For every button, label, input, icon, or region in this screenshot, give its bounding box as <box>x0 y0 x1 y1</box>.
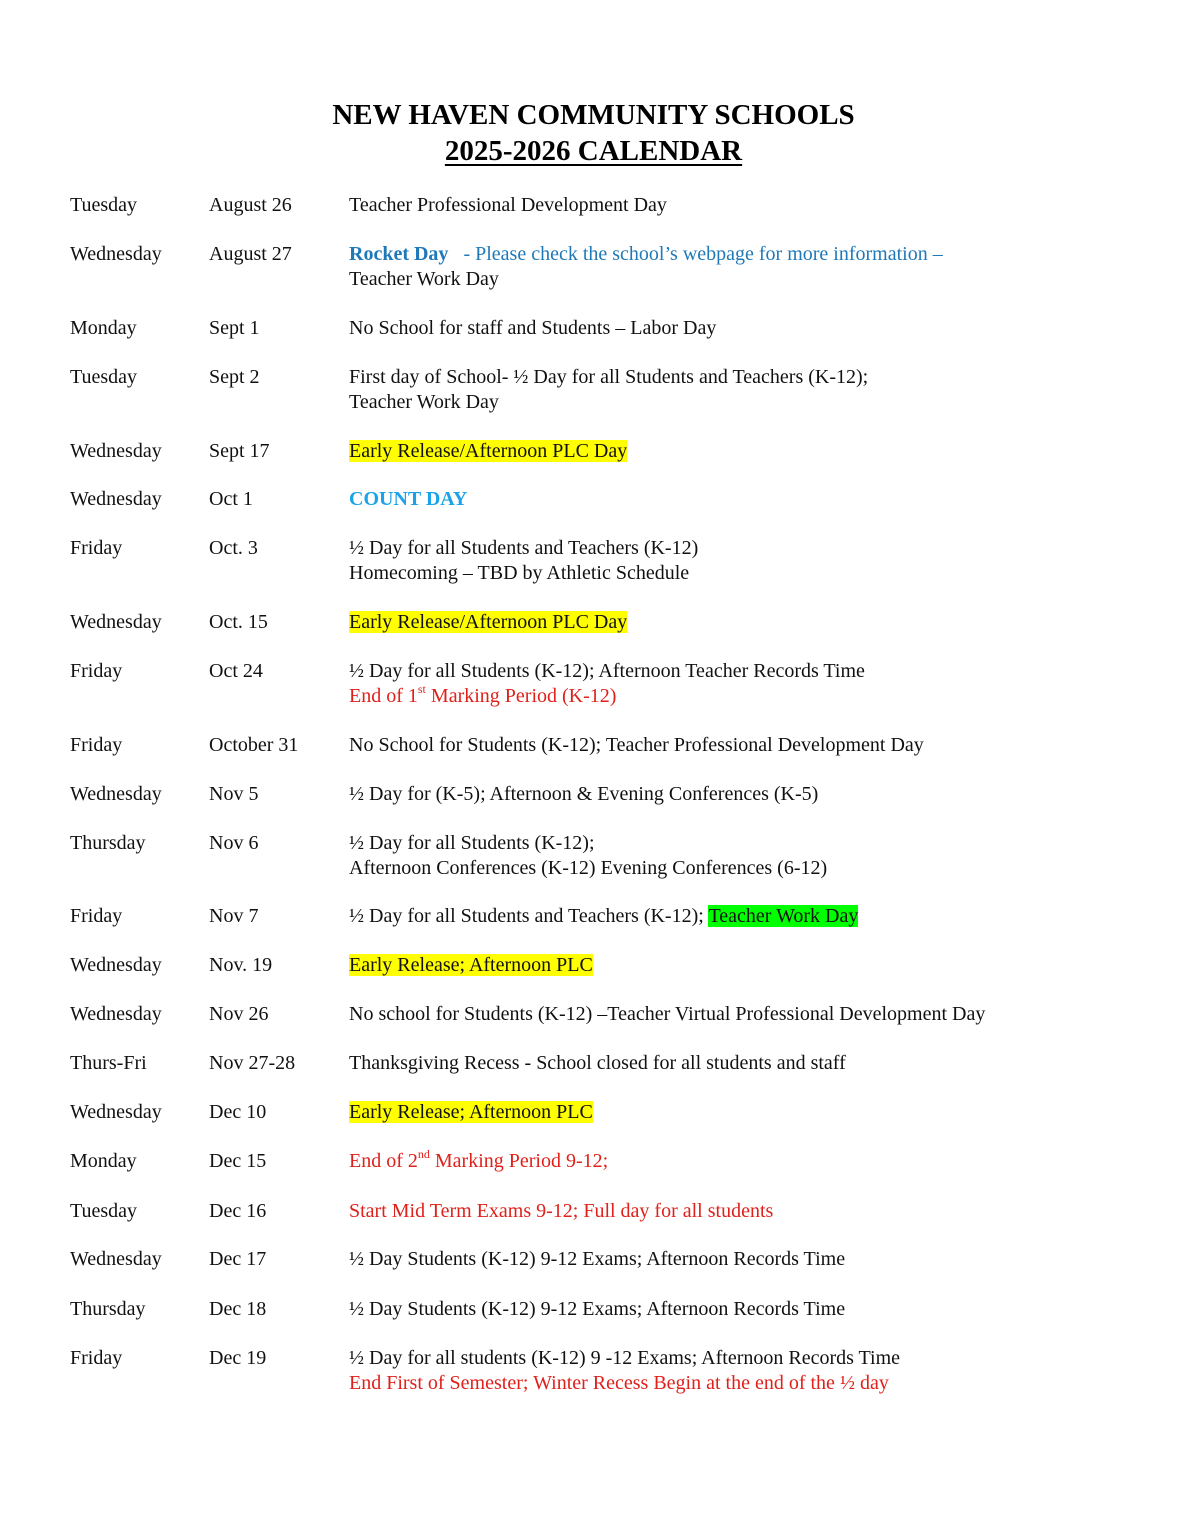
event-date: Sept 2 <box>209 366 260 388</box>
event-day: Friday <box>70 1347 123 1369</box>
marking-period-note <box>349 1149 608 1174</box>
highlighted-event: Early Release; Afternoon PLC <box>349 1101 593 1123</box>
event-description <box>349 953 593 978</box>
event-description <box>349 659 865 708</box>
event-day: Friday <box>70 905 123 927</box>
ordinal-suffix: st <box>417 681 426 696</box>
page-title: NEW HAVEN COMMUNITY SCHOOLS <box>332 99 855 131</box>
event-description-line2: Teacher Work Day <box>349 267 499 290</box>
highlighted-event: Early Release/Afternoon PLC Day <box>349 440 628 462</box>
event-description <box>349 610 627 635</box>
event-description <box>349 831 827 880</box>
event-description-line1: ½ Day for all Students (K-12); Afternoon Teacher Records Time <box>349 660 865 682</box>
marking-period-text: End of 1 <box>349 684 418 707</box>
rocket-day-label: Rocket Day <box>349 243 449 265</box>
event-description: ½ Day for (K-5); Afternoon & Evening Conferences (K-5) <box>349 783 819 805</box>
event-description <box>349 439 627 464</box>
ordinal-suffix: nd <box>417 1147 430 1161</box>
event-date: Nov 27-28 <box>209 1052 296 1074</box>
event-day: Wednesday <box>70 1003 162 1025</box>
event-day: Friday <box>70 734 123 756</box>
event-description <box>349 1100 593 1125</box>
event-day: Wednesday <box>70 1101 162 1123</box>
marking-period-text: Marking Period 9-12; <box>429 1150 609 1172</box>
event-description: No School for Students (K-12); Teacher Professional Development Day <box>349 734 924 756</box>
event-description: No school for Students (K-12) –Teacher Virtual Professional Development Day <box>349 1003 986 1025</box>
event-description <box>349 904 858 929</box>
event-date: Dec 10 <box>209 1101 267 1123</box>
event-description: ½ Day Students (K-12) 9-12 Exams; Afternoon Records Time <box>349 1298 846 1320</box>
event-date: August 26 <box>209 194 292 216</box>
event-day: Wednesday <box>70 611 162 633</box>
rocket-day-note: - Please check the school’s webpage for more information – <box>463 243 943 265</box>
calendar-year-heading <box>0 133 1187 169</box>
event-date: Nov 6 <box>209 832 259 854</box>
event-date: Nov. 19 <box>209 954 273 976</box>
event-description-line2: Afternoon Conferences (K-12) Evening Conferences (6-12) <box>349 856 828 879</box>
event-day: Friday <box>70 660 123 682</box>
event-description: Thanksgiving Recess - School closed for all students and staff <box>349 1052 846 1074</box>
event-date: Dec 15 <box>209 1150 267 1172</box>
event-date: Nov 7 <box>209 905 259 927</box>
event-day: Wednesday <box>70 783 162 805</box>
event-date: Oct. 15 <box>209 611 268 633</box>
event-date: Oct 24 <box>209 660 263 682</box>
event-day: Monday <box>70 1150 137 1172</box>
event-description-line2: Homecoming – TBD by Athletic Schedule <box>349 561 690 584</box>
event-date: October 31 <box>209 734 299 756</box>
event-description <box>349 536 698 585</box>
event-description <box>349 365 868 414</box>
event-date: Nov 26 <box>209 1003 269 1025</box>
event-description: Teacher Professional Development Day <box>349 194 667 216</box>
marking-period-text: Marking Period (K-12) <box>425 684 617 707</box>
calendar-year-text: 2025-2026 CALENDAR <box>444 135 743 167</box>
event-date: Oct 1 <box>209 488 253 510</box>
event-description-line2: Teacher Work Day <box>349 390 499 413</box>
event-description-line2: End First of Semester; Winter Recess Begin at the end of the ½ day <box>349 1371 889 1394</box>
event-description: No School for staff and Students – Labor Day <box>349 317 717 339</box>
marking-period-text: End of 2 <box>349 1150 418 1172</box>
event-date: Dec 16 <box>209 1200 267 1222</box>
event-description-line1: ½ Day for all Students and Teachers (K-12) <box>349 537 699 559</box>
event-description-text: ½ Day for all Students and Teachers (K-12); <box>349 905 709 927</box>
event-day: Wednesday <box>70 488 162 510</box>
event-day: Wednesday <box>70 1248 162 1270</box>
event-day: Friday <box>70 537 123 559</box>
event-day: Tuesday <box>70 194 138 216</box>
event-day: Thursday <box>70 1298 146 1320</box>
event-description-line1: First day of School- ½ Day for all Students and Teachers (K-12); <box>349 366 869 388</box>
event-description <box>349 242 943 291</box>
highlighted-event: Early Release/Afternoon PLC Day <box>349 611 628 633</box>
count-day-label: COUNT DAY <box>349 488 468 510</box>
event-day: Wednesday <box>70 440 162 462</box>
event-description-line1: ½ Day for all students (K-12) 9 -12 Exams; Afternoon Records Time <box>349 1347 901 1369</box>
event-description: Start Mid Term Exams 9-12; Full day for all students <box>349 1200 774 1222</box>
teacher-work-day-highlight: Teacher Work Day <box>708 905 859 927</box>
event-day: Wednesday <box>70 954 162 976</box>
event-description: ½ Day Students (K-12) 9-12 Exams; Afternoon Records Time <box>349 1248 846 1270</box>
marking-period-note <box>349 681 865 709</box>
event-day: Tuesday <box>70 366 138 388</box>
event-day: Monday <box>70 317 137 339</box>
event-date: Sept 1 <box>209 317 260 339</box>
event-date: Dec 17 <box>209 1248 267 1270</box>
event-day: Wednesday <box>70 243 162 265</box>
event-description-line1: ½ Day for all Students (K-12); <box>349 832 595 854</box>
event-date: Dec 19 <box>209 1347 267 1369</box>
event-description <box>349 1346 900 1395</box>
event-date: Sept 17 <box>209 440 270 462</box>
event-date: Dec 18 <box>209 1298 267 1320</box>
event-date: Oct. 3 <box>209 537 258 559</box>
highlighted-event: Early Release; Afternoon PLC <box>349 954 593 976</box>
event-day: Thursday <box>70 832 146 854</box>
event-date: August 27 <box>209 243 292 265</box>
event-date: Nov 5 <box>209 783 259 805</box>
event-day: Thurs-Fri <box>70 1052 147 1074</box>
event-day: Tuesday <box>70 1200 138 1222</box>
